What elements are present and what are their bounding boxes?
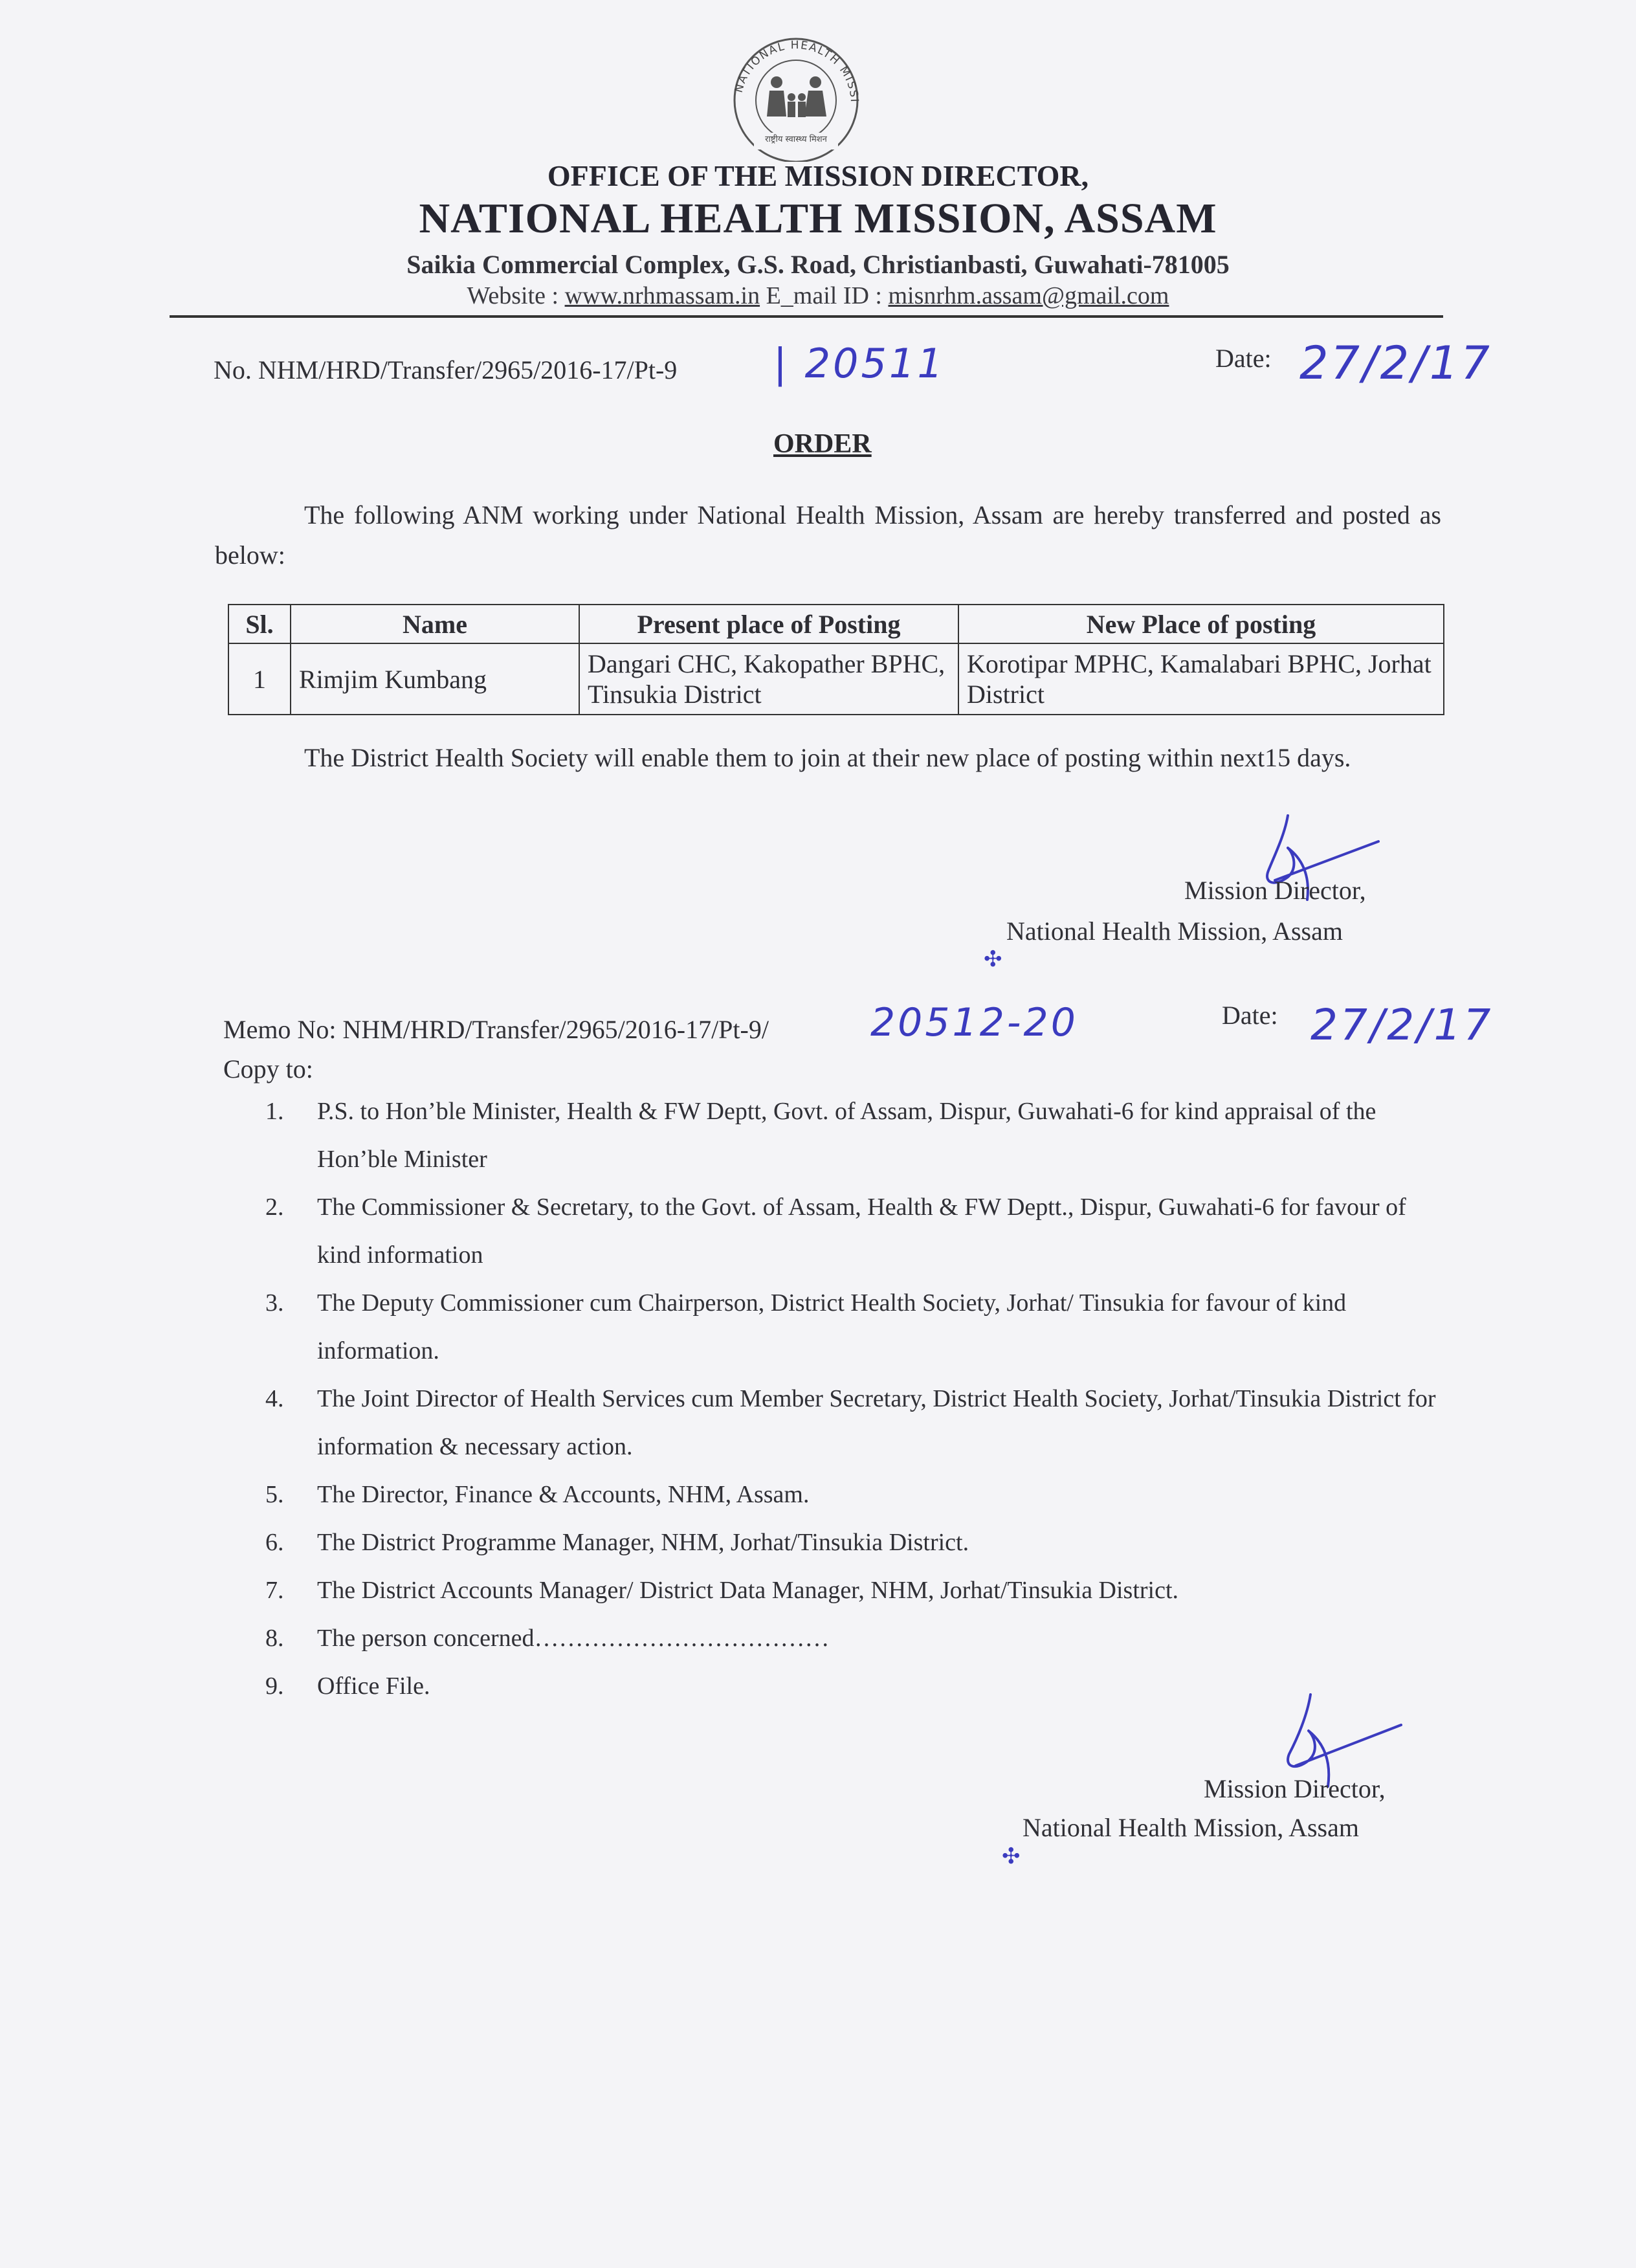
list-item-number: 4. bbox=[265, 1385, 284, 1412]
list-item-text: The Director, Finance & Accounts, NHM, Assam. bbox=[317, 1481, 810, 1508]
logo-ring-text: NATIONAL HEALTH MISSI bbox=[732, 38, 861, 104]
initial-mark-2-icon: ✣ bbox=[1002, 1843, 1023, 1869]
header-present-posting: Present place of Posting bbox=[579, 605, 958, 643]
list-item-number: 9. bbox=[265, 1673, 284, 1700]
list-item-number: 5. bbox=[265, 1481, 284, 1508]
header-name: Name bbox=[291, 605, 579, 643]
list-item-number: 7. bbox=[265, 1577, 284, 1604]
cell-new-posting: Korotipar MPHC, Kamalabari BPHC, Jorhat District bbox=[958, 643, 1444, 715]
email-link[interactable]: misnrhm.assam@gmail.com bbox=[888, 282, 1169, 309]
list-item bbox=[265, 1183, 1453, 1279]
signatory-org-1: National Health Mission, Assam bbox=[1006, 917, 1343, 946]
website-label: Website : bbox=[467, 282, 565, 309]
list-item-text: The District Accounts Manager/ District Data Manager, NHM, Jorhat/Tinsukia District. bbox=[317, 1577, 1179, 1604]
copy-recipients-list bbox=[265, 1087, 1453, 1710]
order-date-label: Date: bbox=[1215, 344, 1272, 373]
letterhead-divider bbox=[170, 315, 1443, 318]
logo-motto: राष्ट्रीय स्वास्थ्य मिशन bbox=[765, 135, 827, 144]
list-item-number: 8. bbox=[265, 1625, 284, 1652]
list-item-text: The District Programme Manager, NHM, Jorhat/Tinsukia District. bbox=[317, 1529, 969, 1556]
signatory-org-2: National Health Mission, Assam bbox=[1022, 1813, 1359, 1842]
signatory-title-2: Mission Director, bbox=[1204, 1774, 1386, 1803]
handwritten-memo-number: 20512-20 bbox=[870, 1000, 1078, 1045]
email-label: E_mail ID : bbox=[760, 282, 889, 309]
table-row bbox=[228, 643, 1444, 715]
list-item bbox=[265, 1279, 1453, 1375]
list-item bbox=[265, 1471, 1453, 1518]
handwritten-order-date: 27/2/17 bbox=[1299, 337, 1492, 390]
copy-to-label: Copy to: bbox=[223, 1054, 313, 1084]
organization-heading: NATIONAL HEALTH MISSION, ASSAM bbox=[419, 195, 1217, 242]
header-sl: Sl. bbox=[228, 605, 291, 643]
handwritten-reference: | 20511 bbox=[773, 340, 945, 387]
svg-text:NATIONAL HEALTH MISSION bbox=[715, 36, 861, 104]
transfer-table bbox=[228, 604, 1444, 715]
office-heading: OFFICE OF THE MISSION DIRECTOR, bbox=[547, 159, 1089, 192]
instruction-paragraph: The District Health Society will enable them to join at their new place of posting within next15 days. bbox=[304, 743, 1351, 772]
order-title: ORDER bbox=[773, 429, 872, 459]
list-item-text: Office File. bbox=[317, 1673, 430, 1700]
list-item-number: 3. bbox=[265, 1289, 284, 1317]
memo-number: Memo No: NHM/HRD/Transfer/2965/2016-17/Pt-9/ bbox=[223, 1015, 769, 1044]
list-item-text: P.S. to Hon’ble Minister, Health & FW Deptt, Govt. of Assam, Dispur, Guwahati-6 for kind appraisal of the Hon’ble Minister bbox=[317, 1098, 1376, 1173]
cell-sl: 1 bbox=[228, 643, 291, 715]
nhm-logo bbox=[715, 36, 877, 162]
table-header-row bbox=[228, 605, 1444, 643]
office-address: Saikia Commercial Complex, G.S. Road, Christianbasti, Guwahati-781005 bbox=[406, 250, 1230, 279]
list-item-text: The Joint Director of Health Services cum Member Secretary, District Health Society, Jorhat/Tinsukia District for information & necessary action. bbox=[317, 1385, 1436, 1460]
contact-line bbox=[0, 282, 1636, 310]
list-item bbox=[265, 1375, 1453, 1471]
list-item bbox=[265, 1087, 1453, 1183]
list-item bbox=[265, 1566, 1453, 1614]
list-item bbox=[265, 1614, 1453, 1662]
website-link[interactable]: www.nrhmassam.in bbox=[564, 282, 760, 309]
list-item-text: The Deputy Commissioner cum Chairperson, District Health Society, Jorhat/ Tinsukia for favour of kind information. bbox=[317, 1289, 1347, 1364]
memo-date-label: Date: bbox=[1222, 1001, 1278, 1030]
initial-mark-1-icon: ✣ bbox=[984, 946, 1005, 972]
cell-present-posting: Dangari CHC, Kakopather BPHC, Tinsukia District bbox=[579, 643, 958, 715]
list-item-number: 1. bbox=[265, 1098, 284, 1125]
order-intro-paragraph: The following ANM working under National Health Mission, Assam are hereby transferred and posted as below: bbox=[215, 500, 1441, 570]
header-new-posting: New Place of posting bbox=[958, 605, 1444, 643]
signatory-title-1: Mission Director, bbox=[1184, 876, 1366, 905]
list-item-text: The Commissioner & Secretary, to the Govt. of Assam, Health & FW Deptt., Dispur, Guwahati-6 for favour of kind information bbox=[317, 1194, 1406, 1269]
list-item bbox=[265, 1518, 1453, 1566]
handwritten-memo-date: 27/2/17 bbox=[1310, 1000, 1494, 1050]
list-item-number: 2. bbox=[265, 1194, 284, 1221]
order-reference-number: No. NHM/HRD/Transfer/2965/2016-17/Pt-9 bbox=[214, 355, 678, 384]
list-item-text: The person concerned……………………………… bbox=[317, 1625, 830, 1652]
list-item-number: 6. bbox=[265, 1529, 284, 1556]
cell-name: Rimjim Kumbang bbox=[291, 643, 579, 715]
